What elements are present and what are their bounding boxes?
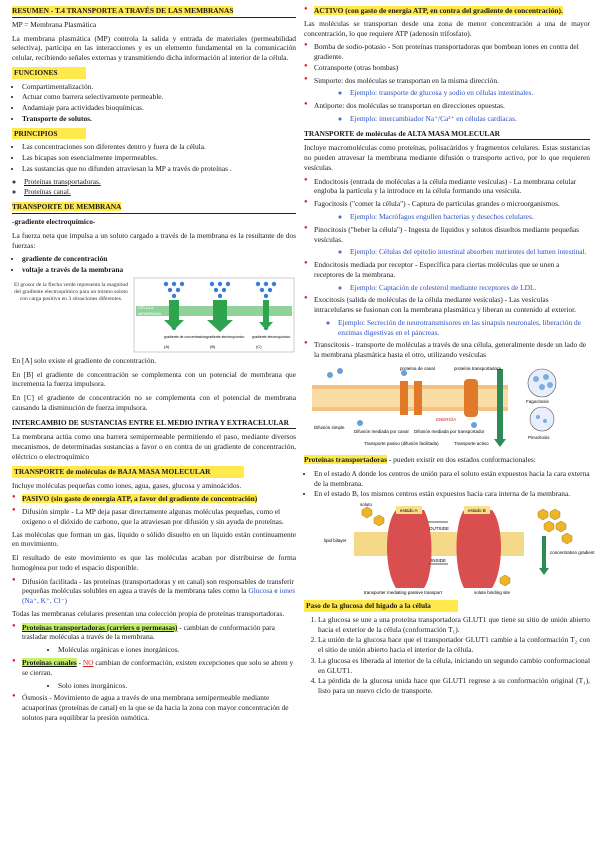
list-item: ◦ Ejemplo: Secreción de neurotransmisores en las sinapsis neuronales, liberación de enzimas digestivas en el páncreas.: [338, 318, 590, 338]
list-item: ● Difusión facilitada - las proteínas (transportadoras y en canal) son responsables de transferir pequeñas moléculas solubles en agua a través de la membrana tales como la Glucosa e iones (Na⁺, K⁺, Cl⁻): [12, 577, 296, 606]
difusion-facilitada-list: [12, 577, 296, 606]
svg-text:(C): (C): [256, 343, 262, 349]
transport-types-diagram: [304, 363, 590, 451]
svg-text:INSIDE: INSIDE: [431, 558, 447, 564]
list-item: • En el estado B, los mismos centros están expuestos hacia cara interna de la membrana.: [314, 489, 590, 499]
list-item: ◦ Proteínas transportadoras.: [24, 177, 296, 187]
list-item: • En el estado A donde los centros de unión para el soluto están expuestos hacia la cara externa de la membrana.: [314, 469, 590, 489]
list-item: ● Difusión simple - La MP deja pasar directamente algunas moléculas pequeñas, como el oxígeno o el dióxido de carbono, que la atraviesan por difusión y sin ayuda de proteínas.: [12, 507, 296, 527]
figure-caption: El grosor de la flecha verde representa la magnitud del gradiente electroquímico para un mismo soluto con carga positiva en 3 situaciones diferentes.: [14, 281, 128, 303]
list-item: ◦ Ejemplo: transporte de glucosa y sodio en células intestinales.: [350, 88, 590, 98]
left-column: [12, 6, 296, 726]
svg-text:Fagocitosis: Fagocitosis: [526, 398, 549, 404]
list-item: • Solo iones inorgánicos.: [58, 681, 296, 691]
glucosa-heading: Paso de la glucosa del hígado a la célula: [304, 600, 458, 612]
svg-text:lipid bilayer: lipid bilayer: [324, 538, 347, 544]
list-item: ● Cotransporte (otras bombas): [304, 63, 590, 73]
gradient-figure: [12, 278, 296, 352]
right-column: [304, 6, 595, 697]
svg-text:OUTSIDE: OUTSIDE: [429, 526, 450, 532]
tm-subheading: -gradiente electroquímico-: [12, 217, 96, 227]
svg-text:estado B: estado B: [468, 508, 486, 514]
list-item: • voltaje a través de la membrana: [22, 265, 296, 275]
liquido-paragraph: Las moléculas que forman un gas, líquido o sólido disuelto en un líquido están continuamente en movimiento.: [12, 529, 296, 549]
svg-text:Transporte pasivo (difusión fa: Transporte pasivo (difusión facilitada): [364, 440, 439, 446]
list-item: • Andamiaje para actividades bioquímicas.: [22, 103, 296, 113]
list-item: ● Antiporte: dos moléculas se transportan en direcciones opuestas.: [304, 101, 590, 111]
svg-text:solute binding site: solute binding site: [474, 590, 511, 596]
list-item: 3. La glucosa es liberada al interior de la célula, iniciando un segundo cambio conformacional en GLUT1.: [318, 656, 590, 676]
list-item: • Compartimentalización.: [22, 82, 296, 92]
pt-paragraph: Proteínas transportadoras - pueden existir en dos estados conformacionales:: [304, 454, 536, 464]
list-item: ● Endocitosis (entrada de moléculas a la célula mediante vesículas) - La membrana celular engloba la partícula y la introduce en la célula formando una vesícula.: [304, 177, 590, 197]
svg-text:concentration gradient: concentration gradient: [550, 550, 595, 556]
carrier-state-a: [387, 510, 432, 588]
glucosa-steps: [304, 615, 590, 696]
list-item: ◦ Ejemplo: Captación de colesterol mediante receptores de LDL.: [350, 283, 590, 293]
list-item: ● Endocitosis mediada por receptor - Específica para ciertas moléculas que se unen a receptores de la membrana.: [304, 260, 590, 280]
endocitosis-list: [304, 177, 590, 197]
svg-text:gradiente de concentración: gradiente de concentración: [164, 334, 207, 339]
list-item: ◦ Proteínas canal.: [24, 187, 296, 197]
list-item: ● Simporte: dos moléculas se transportan en la misma dirección.: [304, 76, 590, 86]
carrier-states-diagram: [304, 502, 595, 596]
intercambio-paragraph: La membrana actúa como una barrera semipermeable permitiendo el paso, mediante diversos mecanismos, de determinadas sustancias a favor o en contra de un gradiente de concentración, eléctrico o electroquímico: [12, 432, 296, 461]
list-item: • Las bicapas son esencialmente impermeables.: [22, 153, 296, 163]
list-item: ● Ósmosis - Movimiento de agua a través de una membrana semipermeable mediante acuaporinas (proteínas de canal) en la que se da hacia la zona con mayor concentración de solutos para equilibrar la presión osmótica.: [12, 693, 296, 722]
list-item: • Moléculas orgánicas e iones inorgánicos.: [58, 645, 296, 655]
bomba-list: [304, 42, 590, 72]
tm-a: En [A] solo existe el gradiente de concentración.: [12, 355, 157, 365]
difusion-simple-list: [12, 507, 296, 527]
list-item: ◦ Ejemplo: Células del epitelio intestinal absorben nutrientes del lumen intestinal.: [350, 247, 590, 257]
list-item: ● Bomba de sodio-potasio - Son proteínas transportadoras que bombean iones en contra del gradiente.: [304, 42, 590, 62]
intro-paragraph: La membrana plasmática (MP) controla la salida y entrada de materiales (permeabilidad selectiva), participa en las interacciones y es un elemento fundamental en la comunicación celular, recibiendo señales externas y transmitiendo dicha información al interior de la célula.: [12, 33, 296, 63]
alta-paragraph: Incluye macromoléculas como proteínas, polisacáridos y fragmentos celulares. Estas sustancias no pueden atravesar la membrana mediante difusión o transporte activo, por lo que requieren vesículas.: [304, 143, 590, 172]
svg-text:(B): (B): [210, 343, 216, 349]
estados-list: [304, 469, 590, 499]
list-item: ● PASIVO (sin gasto de energía ATP, a favor del gradiente de concentración): [12, 494, 296, 504]
svg-text:Transporte activo: Transporte activo: [454, 440, 489, 446]
cotransporte-list: [304, 76, 590, 86]
exocitosis-list: [304, 295, 590, 315]
list-item: ◦ Ejemplo: Macrófagos engullen bacterias y desechos celulares.: [350, 212, 590, 222]
list-item: ● Fagocitosis ("comer la célula") - Captura de partículas grandes o microorganismos.: [304, 199, 590, 209]
svg-text:gradiente electroquímico: gradiente electroquímico: [206, 334, 245, 339]
svg-text:estado A: estado A: [400, 508, 418, 514]
osmosis-list: [12, 693, 296, 722]
canales-sublist: [12, 681, 296, 691]
principios-heading: PRINCIPIOS: [12, 128, 86, 140]
baja-paragraph: Incluye moléculas pequeñas como iones, agua, gases, glucosa y aminoácidos.: [12, 480, 242, 490]
activo-paragraph: Las moléculas se transportan desde una zona de menor concentración a una de mayor concentración, lo que requiere ATP (adenosín trifosfato).: [304, 18, 590, 38]
pasivo-list: [12, 494, 296, 504]
list-item: • Transporte de solutos.: [22, 114, 296, 124]
tm-heading: TRANSPORTE DE MEMBRANA: [12, 202, 296, 214]
list-item: 4. La pérdida de la glucosa unida hace que GLUT1 regrese a su conformación original (T₁), listo para un nuevo ciclo de transporte.: [318, 676, 590, 696]
tm-b: En [B] el gradiente de concentración se complementa con un potencial de membrana que incrementa la fuerza impulsora.: [12, 369, 296, 389]
svg-text:ENERGÍA: ENERGÍA: [436, 416, 457, 422]
svg-text:proteína transportadora: proteína transportadora: [454, 365, 502, 371]
activo-list: [304, 6, 590, 16]
svg-text:(A): (A): [164, 343, 170, 349]
list-item: 2. La unión de la glucosa hace que el transportador GLUT1 cambie a la conformación T₂ con el sitio de unión abierto hacia el interior de la célula.: [318, 635, 590, 655]
svg-text:Pinocitosis: Pinocitosis: [528, 434, 550, 440]
svg-text:proteína de canal: proteína de canal: [400, 365, 435, 371]
principios-sublist: [12, 177, 296, 198]
tm-c: En [C] el gradiente de concentración no se complementa con el potencial de membrana causando la disminución de fuerza impulsora.: [12, 393, 296, 412]
list-item: • Las concentraciones son diferentes dentro y fuera de la célula.: [22, 142, 296, 152]
intercambio-heading: INTERCAMBIO DE SUSTANCIAS ENTRE EL MEDIO INTRA Y EXTRACELULAR: [12, 418, 296, 430]
svg-text:gradiente electroquímico: gradiente electroquímico: [252, 334, 291, 339]
svg-text:Difusión mediada por transport: Difusión mediada por transportador: [414, 428, 485, 434]
gradient-illustration: [134, 278, 294, 352]
list-item: ● Exocitosis (salida de moléculas de la célula mediante vesículas) - Las vesículas intracelulares se fusionan con la membrana plasmática y liberan su contenido al exterior.: [304, 295, 590, 315]
resultado-paragraph: El resultado de este movimiento es que las moléculas acaban por distribuirse de forma homogénea por todo el espacio disponible.: [12, 553, 296, 572]
list-item: ◦ Ejemplo: intercambiador Na⁺/Ca²⁺ en células cardíacas.: [350, 114, 590, 124]
proteinas-sublist: [12, 645, 296, 655]
todas-paragraph: Todas las membranas celulares presentan una colección propia de proteínas transportadoras.: [12, 608, 285, 618]
list-item: • gradiente de concentración: [22, 254, 296, 264]
subtitle: MP = Membrana Plasmática: [12, 19, 97, 29]
endocitosis-sublist: [304, 199, 590, 209]
tm-paragraph: La fuerza neta que impulsa a un soluto cargado a través de la membrana es la resultante de dos fuerzas:: [12, 230, 296, 250]
principios-list: [12, 142, 296, 173]
list-item: • Las sustancias que no difunden atraviesan la MP a través de proteínas .: [22, 164, 296, 174]
list-item: ● ACTIVO (con gasto de energía ATP, en contra del gradiente de concentración).: [304, 6, 590, 16]
svg-text:MEMBRANA: MEMBRANA: [138, 310, 162, 316]
page-title: RESUMEN - T.4 TRANSPORTE A TRAVÉS DE LAS MEMBRANAS: [12, 6, 296, 18]
svg-text:Difusión mediada por canal: Difusión mediada por canal: [354, 428, 409, 434]
proteinas-list: [12, 623, 296, 643]
list-item: ● Transcitosis - transporte de moléculas a través de una célula, generalmente desde un lado de la membrana plasmática hasta el otro, utilizando vesículas: [304, 340, 590, 360]
list-item: ● Pinocitosis ("beber la célula") - Ingesta de líquidos y solutos disueltos mediante pequeñas vesículas.: [304, 225, 590, 245]
canales-list: [12, 658, 296, 678]
list-item: • Actuar como barrera selectivamente permeable.: [22, 92, 296, 102]
alta-heading: TRANSPORTE de moléculas de ALTA MASA MOLECULAR: [304, 129, 590, 141]
svg-text:CÉLULA: CÉLULA: [138, 304, 154, 310]
baja-heading: TRANSPORTE de moléculas de BAJA MASA MOLECULAR: [12, 466, 244, 478]
funciones-heading: FUNCIONES: [12, 67, 86, 79]
svg-text:Difusión simple: Difusión simple: [314, 424, 345, 430]
svg-text:soluto: soluto: [360, 502, 373, 508]
svg-text:transporter mediating passive: transporter mediating passive transport: [364, 590, 443, 596]
transcitosis-list: [304, 340, 590, 360]
tm-list: [12, 254, 296, 275]
funciones-list: [12, 82, 296, 124]
list-item: 1. La glucosa se une a una proteína transportadora GLUT1 que tiene su sitio de unión abierto hacia el exterior de la célula (conformación T₁).: [318, 615, 590, 635]
list-item: ● Proteínas transportadoras (carriers o permeasas) - cambian de conformación para trasladar moléculas a través de la membrana.: [12, 623, 296, 643]
carrier-state-b: [457, 510, 502, 588]
list-item: ● Proteínas canales - NO cambian de conformación, existen excepciones que solo se abren y se cierran.: [12, 658, 296, 678]
